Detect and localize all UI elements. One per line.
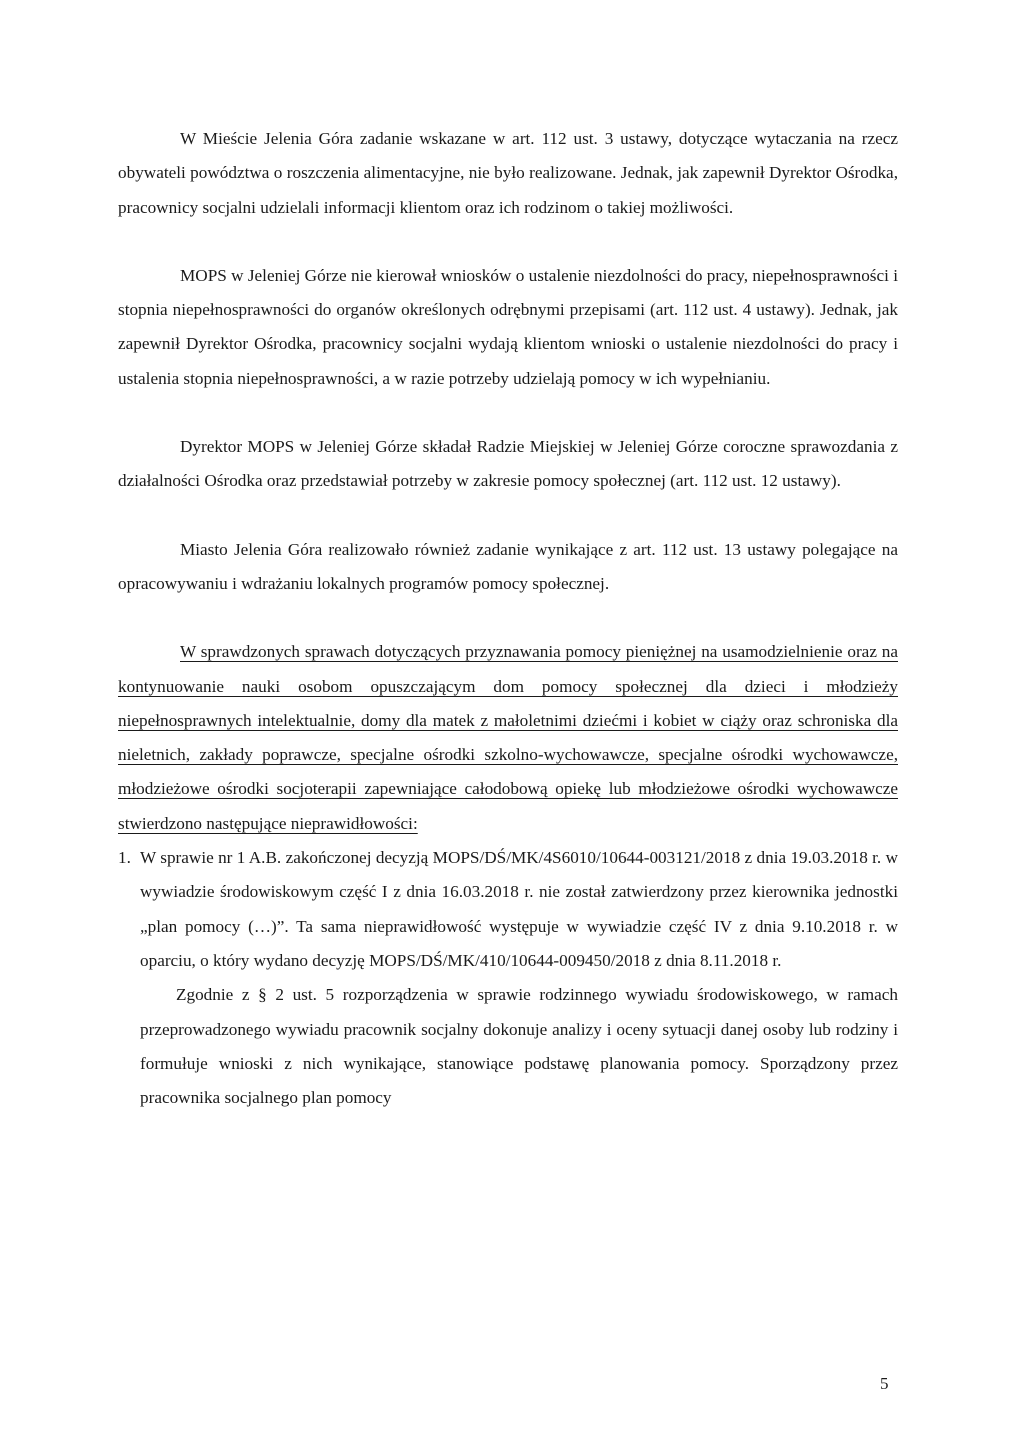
- paragraph-gap: [118, 601, 898, 635]
- paragraph-local-programs: Miasto Jelenia Góra realizowało również zadanie wynikające z art. 112 ust. 13 ustawy polegające na opracowywaniu i wdrażaniu lokalnych programów pomocy społecznej.: [118, 539, 898, 593]
- paragraph-gap: [118, 396, 898, 430]
- paragraph-gap: [118, 225, 898, 259]
- document-body: [118, 122, 898, 1115]
- list-item: [118, 841, 898, 978]
- page-number: 5: [880, 1374, 889, 1393]
- paragraph-reports: Dyrektor MOPS w Jeleniej Górze składał Radzie Miejskiej w Jeleniej Górze coroczne sprawozdania z działalności Ośrodka oraz przedstawiał potrzeby w zakresie pomocy społecznej (art. 112 ust. 12 ustawy).: [118, 437, 898, 491]
- paragraph-alimony: W Mieście Jelenia Góra zadanie wskazane w art. 112 ust. 3 ustawy, dotyczące wytaczania na rzecz obywateli powództwa o roszczenia alimentacyjne, nie było realizowane. Jednak, jak zapewnił Dyrektor Ośrodka, pracownicy socjalni udzielali informacji klientom oraz ich rodzinom o takiej możliwości.: [118, 129, 898, 217]
- list-item-text: W sprawie nr 1 A.B. zakończonej decyzją MOPS/DŚ/MK/4S6010/10644-003121/2018 z dnia 19.03.2018 r. w wywiadzie środowiskowym część I z dnia 16.03.2018 r. nie został zatwierdzony przez kierownika jednostki „plan pomocy (…)”. Ta sama nieprawidłowość występuje w wywiadzie część IV z dnia 9.10.2018 r. w oparciu, o który wydano decyzję MOPS/DŚ/MK/410/10644-009450/2018 z dnia 8.11.2018 r.: [140, 848, 898, 970]
- paragraph-disability: MOPS w Jeleniej Górze nie kierował wniosków o ustalenie niezdolności do pracy, niepełnosprawności i stopnia niepełnosprawności do organów określonych odrębnymi przepisami (art. 112 ust. 4 ustawy). Jednak, jak zapewnił Dyrektor Ośrodka, pracownicy socjalni wydają klientom wnioski o ustalenie niezdolności do pracy i ustalenia stopnia niepełnosprawności, a w razie potrzeby udzielają pomocy w ich wypełnianiu.: [118, 265, 898, 388]
- paragraph-irregularities-heading: W sprawdzonych sprawach dotyczących przyznawania pomocy pieniężnej na usamodzielnienie oraz na kontynuowanie nauki osobom opuszczającym dom pomocy społecznej dla dzieci i młodzieży niepełnosprawnych intelektualnie, domy dla matek z małoletnimi dziećmi i kobiet w ciąży oraz schroniska dla nieletnich, zakłady poprawcze, specjalne ośrodki szkolno-wychowawcze, specjalne ośrodki wychowawcze, młodzieżowe ośrodki socjoterapii zapewniające całodobową opiekę lub młodzieżowe ośrodki wychowawcze stwierdzono następujące nieprawidłowości:: [118, 642, 898, 833]
- list-item-continuation: Zgodnie z § 2 ust. 5 rozporządzenia w sprawie rodzinnego wywiadu środowiskowego, w ramach przeprowadzonego wywiadu pracownik socjalny dokonuje analizy i oceny sytuacji danej osoby lub rodziny i formułuje wnioski z nich wynikające, stanowiące podstawę planowania pomocy. Sporządzony przez pracownika socjalnego plan pomocy: [140, 985, 898, 1108]
- list-item-number: 1.: [118, 848, 131, 868]
- paragraph-gap: [118, 499, 898, 533]
